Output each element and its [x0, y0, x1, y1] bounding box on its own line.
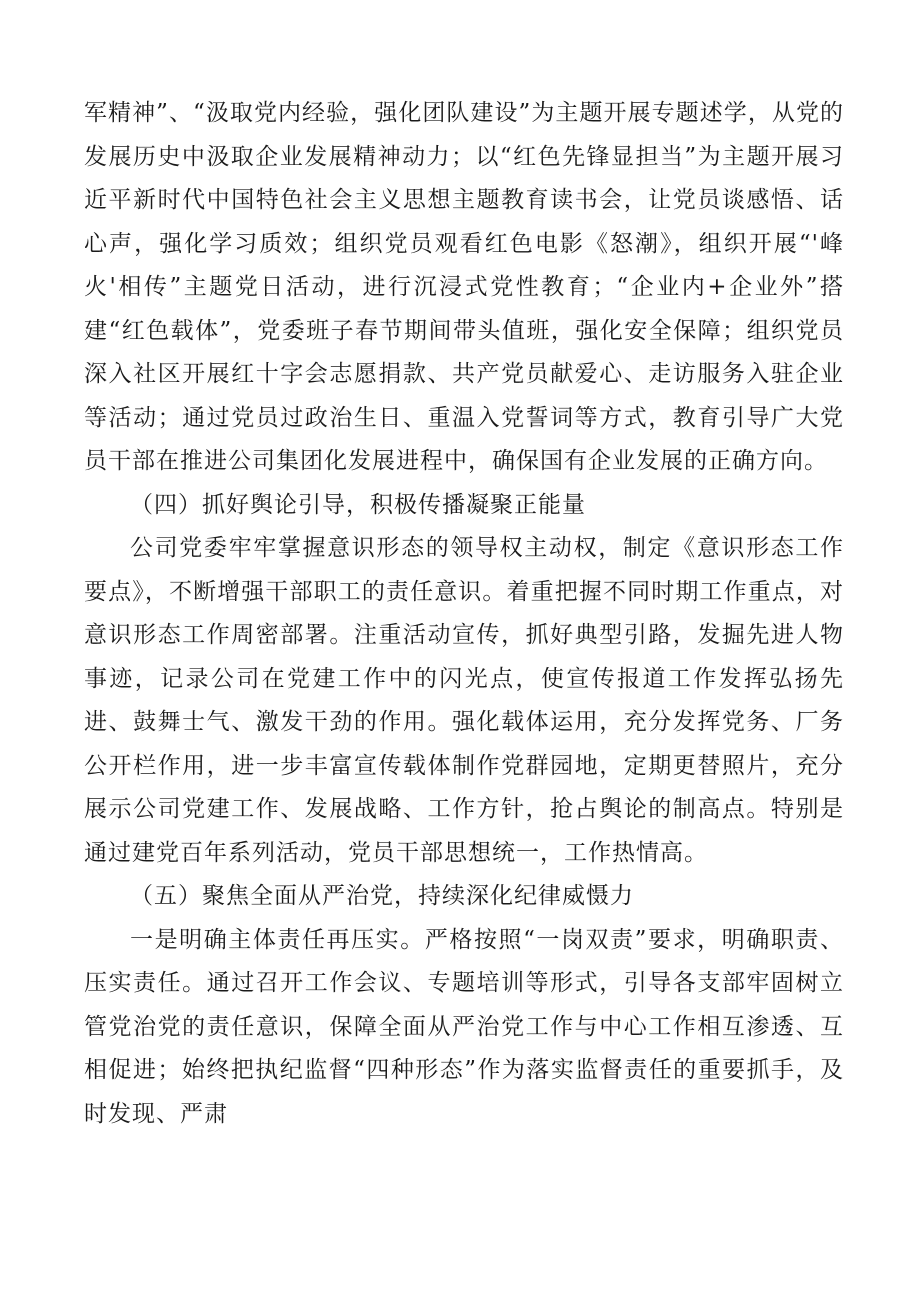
paragraph-party-discipline: 一是明确主体责任再压实。严格按照“一岗双责”要求，明确职责、压实责任。通过召开工作会议、专题培训等形式，引导各支部牢固树立管党治党的责任意识，保障全面从严治党工作与中心工作相互渗透、互相促进；始终把执纪监督“四种形态”作为落实监督责任的重要抓手，及时发现、严肃	[84, 926, 844, 1127]
section-heading-5: （五）聚焦全面从严治党，持续深化纪律威慑力	[130, 883, 634, 909]
paragraph-continuation: 军精神”、“汲取党内经验，强化团队建设”为主题开展专题述学，从党的发展历史中汲取企业发展精神动力；以“红色先锋显担当”为主题开展习近平新时代中国特色社会主义思想主题教育读书会，让党员谈感悟、话心声，强化学习质效；组织党员观看红色电影《怒潮》，组织开展“'峰火'相传”主题党日活动，进行沉浸式党性教育；“企业内+企业外”搭建“红色载体”，党委班子春节期间带头值班，强化安全保障；组织党员深入社区开展红十字会志愿捐款、共产党员献爱心、走访服务入驻企业等活动；通过党员过政治生日、重温入党誓词等方式，教育引导广大党员干部在推进公司集团化发展进程中，确保国有企业发展的正确方向。	[84, 100, 844, 474]
paragraph-public-opinion: 公司党委牢牢掌握意识形态的领导权主动权，制定《意识形态工作要点》，不断增强干部职工的责任意识。着重把握不同时期工作重点，对意识形态工作周密部署。注重活动宣传，抓好典型引路，发掘先进人物事迹，记录公司在党建工作中的闪光点，使宣传报道工作发挥弘扬先进、鼓舞士气、激发干劲的作用。强化载体运用，充分发挥党务、厂务公开栏作用，进一步丰富宣传载体制作党群园地，定期更替照片，充分展示公司党建工作、发展战略、工作方针，抢占舆论的制高点。特别是通过建党百年系列活动，党员干部思想统一，工作热情高。	[84, 535, 844, 866]
document-body	[84, 92, 844, 1136]
section-heading-4: （四）抓好舆论引导，积极传播凝聚正能量	[130, 491, 586, 518]
